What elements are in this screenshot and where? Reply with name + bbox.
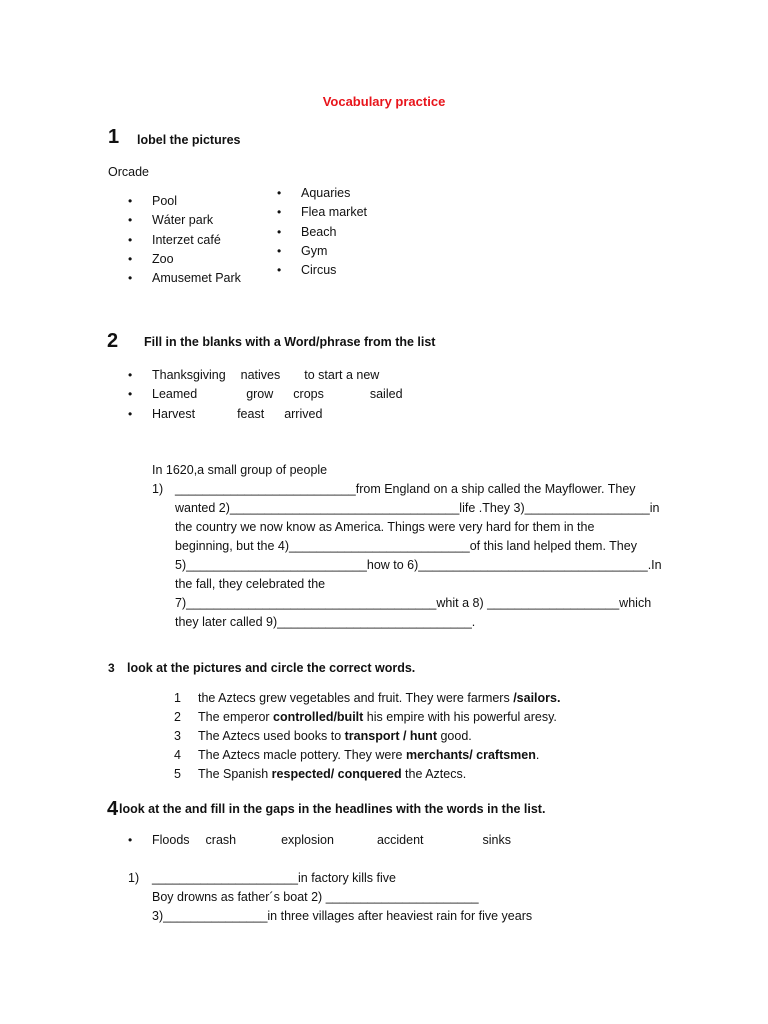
section-4-word-list [128, 831, 511, 850]
passage-line: wanted 2)_________________________________life .They 3)__________________in [175, 501, 660, 515]
passage-line: they later called 9)____________________________. [175, 615, 476, 629]
section-2-word-list [128, 366, 403, 424]
word: sinks [482, 833, 511, 847]
list-item: 5 The Spanish respected/ conquered the Aztecs. [174, 767, 467, 781]
list-item: 1 the Aztecs grew vegetables and fruit. They were farmers /sailors. [174, 691, 561, 705]
section-1-number: 1 [108, 126, 120, 148]
word: accident [376, 833, 424, 847]
list-item [128, 405, 403, 424]
word: arrived [284, 406, 323, 421]
list-item: • Amusemet Park [128, 269, 241, 288]
section-4-heading: look at the and fill in the gaps in the headlines with the words in the list. [119, 802, 546, 816]
section-3-number: 3 [108, 661, 115, 675]
headline-line: Boy drowns as father´s boat 2) ______________________ [152, 890, 479, 904]
passage-line: the fall, they celebrated the [175, 577, 326, 591]
section-1-list-right [277, 184, 367, 280]
passage-number: 1) [152, 482, 164, 496]
list-item: 4 The Aztecs macle pottery. They were merchants/ craftsmen. [174, 748, 540, 762]
list-item: • Wáter park [128, 211, 241, 230]
list-item: • Pool [128, 192, 241, 211]
list-item: • Zoo [128, 250, 241, 269]
word: to start a new [304, 368, 380, 382]
headline-line: _____________________in factory kills five [152, 871, 396, 885]
section-4-headlines [152, 869, 532, 926]
section-4-item-number: 1) [128, 871, 140, 885]
word: Harvest [152, 406, 196, 421]
word: Leamed [152, 387, 198, 402]
list-item: • Aquaries [277, 184, 367, 203]
section-1-list-left [128, 192, 241, 288]
word: explosion [281, 833, 334, 847]
word: Thanksgiving [152, 368, 226, 382]
passage-line: __________________________from England on a ship called the Mayflower. They [175, 482, 636, 496]
word: feast [237, 406, 265, 421]
section-2-heading: Fill in the blanks with a Word/phrase from the list [144, 335, 436, 349]
list-item: • Flea market [277, 203, 367, 222]
word: crops [293, 387, 324, 402]
list-item: • Beach [277, 223, 367, 242]
word: crash [205, 833, 237, 847]
section-3-list [174, 689, 560, 784]
word: grow [246, 387, 274, 402]
section-2-number: 2 [107, 330, 119, 352]
list-item: • Interzet café [128, 231, 241, 250]
list-item [128, 366, 403, 385]
word: Floods [152, 833, 190, 847]
passage-line: the country we now know as America. Things were very hard for them in the [175, 520, 595, 534]
page-title: Vocabulary practice [322, 94, 446, 109]
passage-line: 7)____________________________________whit a 8) ___________________which [175, 596, 652, 610]
list-item [128, 385, 403, 404]
passage-body [175, 480, 662, 632]
section-1-lead: Orcade [108, 165, 149, 179]
section-4-number: 4 [107, 798, 119, 820]
list-item: 3 The Aztecs used books to transport / hunt good. [174, 729, 472, 743]
list-item: • Circus [277, 261, 367, 280]
passage-line: 5)__________________________how to 6)_________________________________.In [175, 558, 662, 572]
section-3-heading: look at the pictures and circle the correct words. [127, 661, 416, 675]
passage-intro: In 1620,a small group of people [152, 463, 328, 477]
headline-line: 3)_______________in three villages after heaviest rain for five years [152, 909, 533, 923]
section-1-heading: lobel the pictures [137, 133, 241, 147]
list-item [128, 831, 511, 850]
word: sailed [369, 387, 403, 402]
list-item: • Gym [277, 242, 367, 261]
word: natives [240, 368, 281, 382]
passage-line: beginning, but the 4)__________________________of this land helped them. They [175, 539, 637, 553]
list-item: 2 The emperor controlled/built his empire with his powerful aresy. [174, 710, 557, 724]
